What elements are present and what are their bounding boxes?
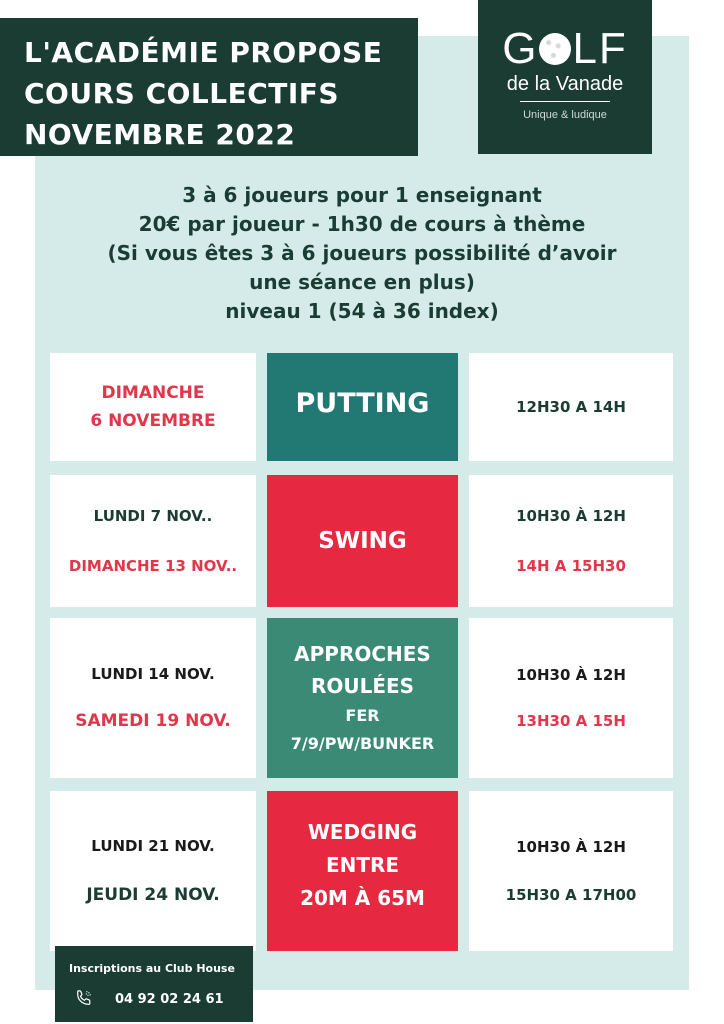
theme-line: ENTRE [325,852,400,877]
theme-line: PUTTING [295,387,430,419]
theme-line: FER [345,706,380,725]
date-line: LUNDI 21 NOV. [91,837,215,855]
intro-line: (Si vous êtes 3 à 6 joueurs possibilité d’avoir [107,241,617,265]
time-line: 15H30 A 17H00 [505,886,637,904]
theme-line: ROULÉES [310,674,415,698]
title-line: L'ACADÉMIE PROPOSE [24,36,383,69]
date-line: DIMANCHE 13 NOV.. [68,557,238,575]
phone-number: 04 92 02 24 61 [115,992,224,1007]
title-line: COURS COLLECTIFS [24,77,340,110]
theme-line: WEDGING [307,819,418,844]
session-theme [267,475,458,607]
theme-line: 20M À 65M [300,885,425,910]
logo-tagline: Unique & ludique [523,109,607,121]
page-title [0,18,418,156]
session-times [469,618,673,778]
time-line: 12H30 A 14H [516,398,626,416]
intro-line: 3 à 6 joueurs pour 1 enseignant [182,183,542,207]
date-line: 6 NOVEMBRE [90,411,216,431]
logo-letters-left: G [502,24,539,73]
session-theme [267,618,458,778]
date-line: LUNDI 14 NOV. [91,665,215,683]
registration-title: Inscriptions au Club House [69,962,235,975]
logo-wordmark [478,26,652,72]
session-dates [50,791,256,951]
intro-line: 20€ par joueur - 1h30 de cours à thème [138,212,586,236]
time-line: 14H A 15H30 [516,557,626,575]
session-times [469,475,673,607]
intro-line: une séance en plus) [249,270,475,294]
title-line: NOVEMBRE 2022 [24,118,296,151]
theme-line: APPROCHES [294,642,431,666]
registration-box [55,946,253,1022]
session-times [469,791,673,951]
session-dates [50,618,256,778]
session-theme [267,791,458,951]
time-line: 13H30 A 15H [516,712,626,730]
theme-line: SWING [318,528,407,554]
date-line: LUNDI 7 NOV.. [93,507,213,525]
logo-letters-right: LF [572,24,628,73]
session-dates [50,353,256,461]
date-line: SAMEDI 19 NOV. [75,711,231,731]
golf-ball-icon [539,33,571,65]
date-line: JEUDI 24 NOV. [86,885,220,905]
session-dates [50,475,256,607]
logo-divider [520,101,610,102]
theme-line: 7/9/PW/BUNKER [290,734,435,753]
intro-line: niveau 1 (54 à 36 index) [225,299,499,323]
session-times [469,353,673,461]
phone-icon [75,989,93,1007]
time-line: 10H30 À 12H [516,838,626,856]
date-line: DIMANCHE [101,383,205,403]
session-theme [267,353,458,461]
time-line: 10H30 À 12H [516,507,626,525]
time-line: 10H30 À 12H [516,666,626,684]
golf-logo [478,0,652,154]
intro-text [35,181,689,326]
logo-subtitle: de la Vanade [506,73,624,95]
